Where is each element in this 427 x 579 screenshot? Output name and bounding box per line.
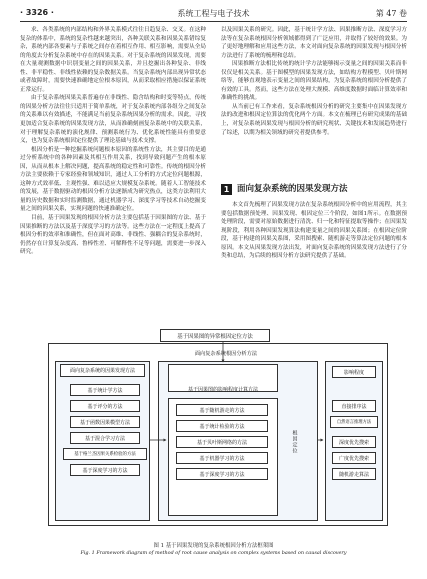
side-label: 根因定位 xyxy=(291,430,298,454)
right-top-box: 影响程度 xyxy=(332,366,376,378)
method-box: 基于随机游走的方法 xyxy=(176,404,268,416)
method-box: 基于深度学习的方法 xyxy=(176,468,268,480)
method-box: 深度优先搜索 xyxy=(332,436,376,448)
method-box: 基于统计检验的方法 xyxy=(176,420,268,432)
method-box: 自然语言推理方法 xyxy=(330,416,378,428)
section-number: 1 xyxy=(221,184,232,195)
method-box: 基于深度学习的方法 xyxy=(70,464,140,476)
page-number: · 3326 · xyxy=(20,8,54,17)
paragraph: 由于复杂系统因果关系普遍存在非线性、隐含结构和时变等特点，传统的因果分析方法往往只适用于简单系统，对于复杂系统内部各组分之间复杂的关系难以有效描述，不能满足当前复杂系统因果分析的需求。因此，寻找更加适合复杂系统的因果发现方法，从而准确刻画复杂系统中的关联关系，对于理解复杂系统的演化规律、预测系统行为、优化系统性能具有重要意义，也为复杂系统根因定位提供了理论基础与技术支撑。 xyxy=(20,95,206,145)
method-box: 基于评分的方法 xyxy=(70,400,140,412)
method-box: 基于贝叶斯网络的方法 xyxy=(176,436,268,448)
method-box: 基于格兰杰因果关系检验的方法 xyxy=(63,448,147,460)
paragraph: 根因分析是一种挖掘系统问题根本原因的系统性方法，其主要目的是通过分析系统中的各种因素及其相互作用关系，找到导致问题产生的根本原因，从而从根本上解决问题，提高系统的稳定性和可靠性。传统的根因分析方法主要依赖于专家经验和领域知识，通过人工分析的方式定位问题根源，这种方式效率低、主观性强、难以适应大规模复杂系统。随着人工智能技术的发展，基于数据驱动的根因分析方法逐渐成为研究热点，这类方法利用大量的历史数据和实时监测数据，通过机器学习、深度学习等技术自动挖掘变量之间的因果关系，实现问题的快速准确定位。 xyxy=(20,146,206,213)
method-box: 基于机器学习的方法 xyxy=(176,452,268,464)
journal-title: 系统工程与电子技术 xyxy=(177,9,250,18)
figure-center-title: 面向复杂系统根因分析方法 xyxy=(194,350,258,357)
method-box: 随机游走算法 xyxy=(332,468,376,480)
paragraph: 因果推断方法相比传统的统计学方法能够揭示变量之间的因果关系而非仅仅是相关关系。基于图模型的因果发现方法，如结构方程模型、贝叶斯网络等，能够直观地表示变量之间的因果结构，为复杂系统的根因分析提供了有效的工具。然而，这些方法在处理大规模、高维度数据时面临计算效率和准确性的挑战。 xyxy=(221,61,407,102)
figure-top-box: 基于因果图的异常根因定位方法 xyxy=(160,329,270,342)
paragraph: 目前，基于因果发现的根因分析方法主要包括基于因果图的方法、基于因果推断的方法以及基于深度学习的方法等。这些方法在一定程度上提高了根因分析的效率和准确性，但在面对高维、非线性、强耦合的复杂系统时，仍然存在计算复杂度高、鲁棒性差、可解释性不足等问题，需要进一步深入研究。 xyxy=(20,215,206,256)
mid-upper-label: 基于因果图的影响程度计算方法 xyxy=(187,386,258,393)
paragraph: 求、各类系统的内部结构和外界关系模式往往日趋复杂、交叉。在这种复杂的体系中，系统的复杂性越来越突出，各种关联关系和因果关系错综复杂，系统内部各要素与子系统之间存在着相互作用、相互影响，需要从全局的角度去分析复杂系统中存在的因果关系。对于复杂系统的因果发现，需要在大量观测数据中识别变量之间的因果关系，并且挖掘出各种复杂、非线性、非平稳性、非线性依赖的复杂数据关系。当复杂系统内部出现异常状态或者故障时，需要快速准确地定位根本原因，从而采取相应措施以保证系统正常运行。 xyxy=(20,27,206,93)
left-frame-title: 面向复杂系统的因果发现方法 xyxy=(60,364,145,377)
method-box: 基于函数因果模型方法 xyxy=(70,416,140,428)
method-box: 基于统计学方法 xyxy=(70,384,140,396)
method-box: 直接排序法 xyxy=(332,400,376,412)
volume-label: 第 47 卷 xyxy=(375,9,407,18)
method-box: 基于混合学习方法 xyxy=(70,432,140,444)
paragraph: 从当前已有工作来看，复杂系统根因分析的研究主要集中在因果发现方法的改进和根因定位算法的优化两个方面。本文在梳理已有研究成果的基础上，对复杂系统因果发现与根因分析的研究现状、关键技术和发展趋势进行了综述，以期为相关领域的研究者提供参考。 xyxy=(221,103,407,136)
paragraph: 以及因果关系的研究。因此，基于统计学方法、因果推断方法、深度学习方法等在复杂系统根因分析领域都得到了广泛应用，并取得了较好的效果。为了更好地理解和应用这些方法，本文对面向复杂系统的因果发现与根因分析方法进行了系统的梳理和总结。 xyxy=(221,27,407,59)
figure-caption-en: Fig. 1 Framework diagram of method of root cause analysis on complex systems based on causal discovery xyxy=(80,550,347,556)
paragraph: 本文首先梳理了因果发现方法在复杂系统根因分析中的应用流程，其主要包括数据预处理、因果发现、根因定位三个阶段，如图1所示。在数据预处理阶段，需要对原始数据进行清洗、归一化和特征提取等操作；在因果发现阶段，利用各种因果发现算法构建变量之间的因果关系图；在根因定位阶段，基于构建的因果关系图，采用图搜索、随机游走等算法定位问题的根本原因。本文从因果发现方法出发，对面向复杂系统的因果发现方法进行了分类和总结，为后续的根因分析方法研究提供了基础。 xyxy=(221,202,407,260)
section-title: 面向复杂系统的因果发现方法 xyxy=(237,184,348,194)
method-box: 广度优先搜索 xyxy=(332,452,376,464)
figure-caption: 图 1 基于因果发现的复杂系统根因分析方法框架图 xyxy=(153,543,274,549)
